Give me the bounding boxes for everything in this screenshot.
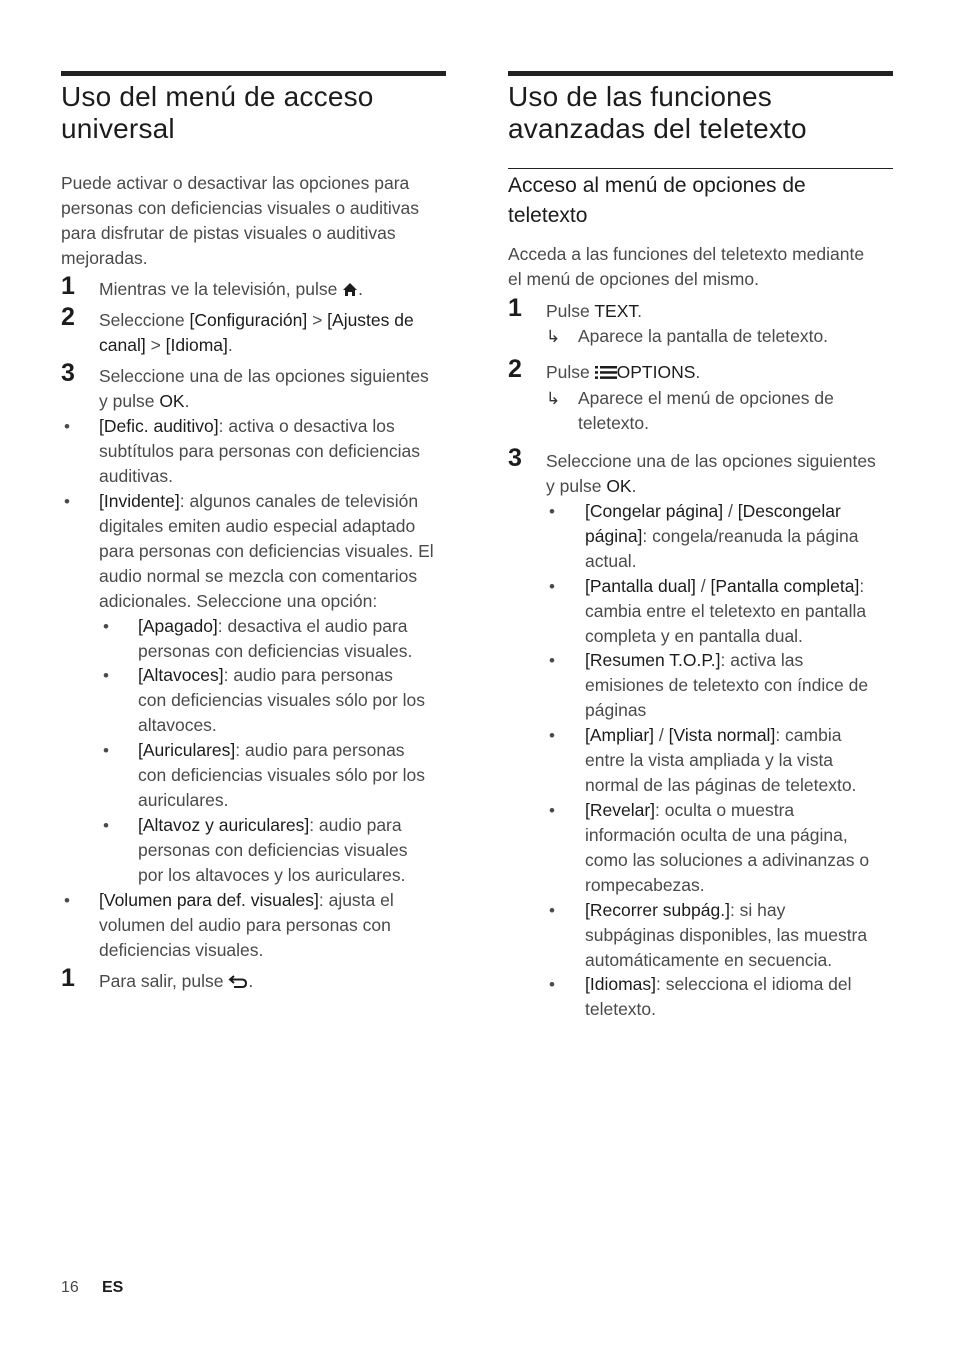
right-intro: Acceda a las funciones del teletexto mediante el menú de opciones del mismo. bbox=[508, 244, 865, 289]
step-text: Seleccione una de las opciones siguientes y pulse OK. bbox=[546, 451, 876, 496]
left-title-rule bbox=[61, 71, 446, 76]
right-section-title: Uso de las funciones avanzadas del teletexto bbox=[508, 81, 807, 144]
language-code: ES bbox=[102, 1279, 124, 1296]
step-number: 3 bbox=[508, 444, 522, 472]
back-icon bbox=[228, 971, 248, 996]
options-list-icon bbox=[595, 362, 617, 387]
bullet-dot: • bbox=[549, 651, 555, 670]
bullet-dot: • bbox=[64, 417, 70, 436]
step-result: Aparece la pantalla de teletexto. bbox=[578, 326, 829, 346]
step-result: Aparece el menú de opciones de teletexto. bbox=[578, 388, 834, 433]
sub-bullet-dot: • bbox=[103, 741, 109, 760]
bullet-dot: • bbox=[549, 801, 555, 820]
step-number: 1 bbox=[508, 294, 522, 322]
step-text: Para salir, pulse . bbox=[99, 969, 253, 996]
sub-bullet-dot: • bbox=[103, 816, 109, 835]
step-text: Pulse OPTIONS. bbox=[546, 360, 700, 387]
left-intro: Puede activar o desactivar las opciones para personas con deficiencias visuales o auditivas para disfrutar de pistas visuales o auditivas mejoradas. bbox=[61, 173, 419, 268]
right-subtitle-rule bbox=[508, 168, 893, 169]
bullet-text: [Volumen para def. visuales]: ajusta el volumen del audio para personas con deficiencias visuales. bbox=[99, 890, 394, 960]
bullet-dot: • bbox=[549, 901, 555, 920]
step-number: 3 bbox=[61, 359, 75, 387]
page-number: 16 bbox=[61, 1279, 79, 1296]
bullet-dot: • bbox=[549, 975, 555, 994]
bullet-dot: • bbox=[64, 492, 70, 511]
bullet-dot: • bbox=[549, 726, 555, 745]
sub-bullet-dot: • bbox=[103, 666, 109, 685]
bullet-dot: • bbox=[549, 577, 555, 596]
step-text: Seleccione [Configuración] > [Ajustes de canal] > [Idioma]. bbox=[99, 310, 414, 355]
sub-bullet-text: [Auriculares]: audio para personas con deficiencias visuales sólo por los auriculares. bbox=[138, 740, 425, 810]
bullet-text: [Idiomas]: selecciona el idioma del teletexto. bbox=[585, 974, 852, 1019]
left-section-title: Uso del menú de acceso universal bbox=[61, 81, 374, 144]
bullet-text: [Resumen T.O.P.]: activa las emisiones de teletexto con índice de páginas bbox=[585, 650, 869, 720]
bullet-text: [Defic. auditivo]: activa o desactiva los subtítulos para personas con deficiencias auditivas. bbox=[99, 416, 421, 486]
home-icon bbox=[342, 279, 358, 304]
bullet-text: [Invidente]: algunos canales de televisión digitales emiten audio especial adaptado para personas con deficiencias visuales. El audio normal se mezcla con comentarios adicionales. Seleccione una opción: bbox=[99, 491, 434, 611]
sub-bullet-text: [Altavoz y auriculares]: audio para personas con deficiencias visuales por los altavoces y los auriculares. bbox=[138, 815, 408, 885]
bullet-text: [Congelar página] / [Descongelar página]: congela/reanuda la página actual. bbox=[585, 501, 859, 571]
bullet-dot: • bbox=[549, 502, 555, 521]
right-subsection-title: Acceso al menú de opciones de teletexto bbox=[508, 174, 806, 227]
step-text: Seleccione una de las opciones siguientes y pulse OK. bbox=[99, 366, 429, 411]
sub-bullet-text: [Apagado]: desactiva el audio para personas con deficiencias visuales. bbox=[138, 616, 413, 661]
sub-bullet-dot: • bbox=[103, 617, 109, 636]
right-title-rule bbox=[508, 71, 893, 76]
step-number: 2 bbox=[61, 303, 75, 331]
bullet-dot: • bbox=[64, 891, 70, 910]
bullet-text: [Pantalla dual] / [Pantalla completa]: cambia entre el teletexto en pantalla completa y en pantalla dual. bbox=[585, 576, 867, 646]
step-number: 1 bbox=[61, 272, 75, 300]
sub-bullet-text: [Altavoces]: audio para personas con deficiencias visuales sólo por los altavoces. bbox=[138, 665, 425, 735]
bullet-text: [Ampliar] / [Vista normal]: cambia entre la vista ampliada y la vista normal de las páginas de teletexto. bbox=[585, 725, 857, 795]
bullet-text: [Revelar]: oculta o muestra información oculta de una página, como las soluciones a adivinanzas o rompecabezas. bbox=[585, 800, 870, 895]
result-arrow-icon: ↳ bbox=[546, 389, 561, 408]
step-number: 2 bbox=[508, 355, 522, 383]
step-text: Mientras ve la televisión, pulse . bbox=[99, 277, 363, 304]
result-arrow-icon: ↳ bbox=[546, 327, 561, 346]
step-text: Pulse TEXT. bbox=[546, 301, 642, 321]
bullet-text: [Recorrer subpág.]: si hay subpáginas disponibles, las muestra automáticamente en secuencia. bbox=[585, 900, 868, 970]
step-number: 1 bbox=[61, 964, 75, 992]
